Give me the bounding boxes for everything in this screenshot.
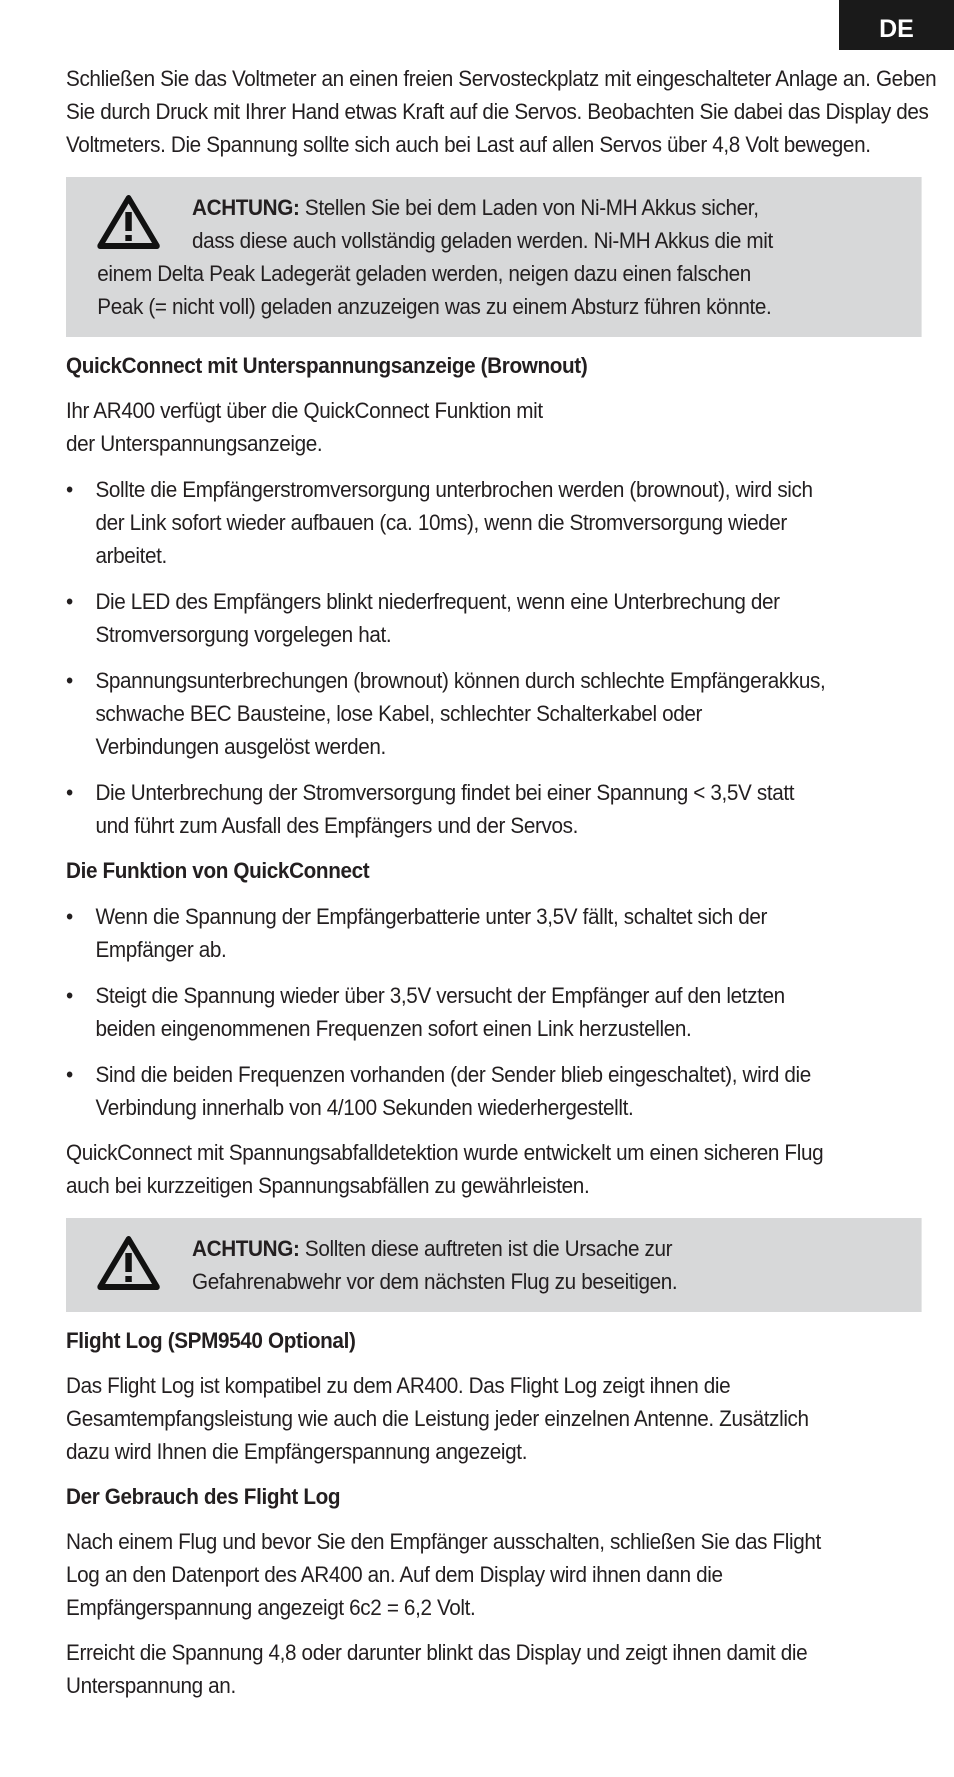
warning-label: ACHTUNG: (192, 195, 300, 220)
list-item: • Wenn die Spannung der Empfängerbatterie unter 3,5V fällt, schaltet sich der Empfänger ab. (66, 900, 830, 966)
warning-box-charging (66, 177, 922, 337)
list-item: • Die LED des Empfängers blinkt niederfrequent, wenn eine Unterbrechung der Stromversorgung vorgelegen hat. (66, 585, 830, 651)
flightlog-paragraph: Das Flight Log ist kompatibel zu dem AR400. Das Flight Log zeigt ihnen die Gesamtempfangsleistung wie auch die Leistung jeder einzelnen Antenne. Zusätzlich dazu wird Ihnen die Empfängerspannung angezeigt. (66, 1373, 809, 1464)
list-item: • Spannungsunterbrechungen (brownout) können durch schlechte Empfängerakkus, schwache BEC Bausteine, lose Kabel, schlechter Schalterkabel oder Verbindungen ausgelöst werden. (66, 664, 830, 763)
intro-paragraph: Schließen Sie das Voltmeter an einen freien Servosteckplatz mit eingeschalteter Anlage an. Geben Sie durch Druck mit Ihrer Hand etwas Kraft auf die Servos. Beobachten Sie dabei das Display des Voltmeters. Die Spannung sollte sich auch bei Last auf allen Servos über 4,8 Volt bewegen. (66, 66, 937, 157)
section-heading-function: Die Funktion von QuickConnect (66, 858, 370, 883)
quickconnect-intro: Ihr AR400 verfügt über die QuickConnect Funktion mit der Unterspannungsanzeige. (66, 398, 543, 456)
warning-line: Peak (= nicht voll) geladen anzuzeigen was zu einem Absturz führen könnte. (97, 294, 772, 319)
warning-line: ACHTUNG: Stellen Sie bei dem Laden von Ni-MH Akkus sicher, (192, 195, 759, 220)
warning-box-causes (66, 1218, 922, 1312)
warning-line: Gefahrenabwehr vor dem nächsten Flug zu beseitigen. (192, 1269, 678, 1294)
section-heading-quickconnect: QuickConnect mit Unterspannungsanzeige (Brownout) (66, 353, 588, 378)
function-bullet-list (66, 900, 830, 1124)
page-content (66, 62, 937, 1702)
warning-label: ACHTUNG: (192, 1236, 300, 1261)
language-tab: DE (839, 0, 954, 50)
list-item: • Sollte die Empfängerstromversorgung unterbrochen werden (brownout), wird sich der Link sofort wieder aufbauen (ca. 10ms), wenn die Stromversorgung wieder arbeitet. (66, 473, 830, 572)
section-heading-usage: Der Gebrauch des Flight Log (66, 1484, 341, 1509)
list-item: • Die Unterbrechung der Stromversorgung findet bei einer Spannung < 3,5V statt und führt zum Ausfall des Empfängers und der Servos. (66, 776, 830, 842)
warning-triangle-icon (97, 1236, 160, 1290)
usage-paragraph: Nach einem Flug und bevor Sie den Empfänger ausschalten, schließen Sie das Flight Log an den Datenport des AR400 an. Auf dem Display wird ihnen dann die Empfängerspannung angezeigt 6c2 = 6,2 Volt. (66, 1529, 821, 1620)
warning-triangle-icon (97, 195, 160, 249)
list-item: • Steigt die Spannung wieder über 3,5V versucht der Empfänger auf den letzten beiden eingenommenen Frequenzen sofort einen Link herzustellen. (66, 979, 830, 1045)
function-outro: QuickConnect mit Spannungsabfalldetektion wurde entwickelt um einen sicheren Flug auch bei kurzzeitigen Spannungsabfällen zu gewährleisten. (66, 1140, 824, 1198)
usage-paragraph: Erreicht die Spannung 4,8 oder darunter blinkt das Display und zeigt ihnen damit die Unterspannung an. (66, 1640, 808, 1698)
quickconnect-bullet-list (66, 473, 830, 842)
warning-line: ACHTUNG: Sollten diese auftreten ist die Ursache zur (192, 1236, 673, 1261)
list-item: • Sind die beiden Frequenzen vorhanden (der Sender blieb eingeschaltet), wird die Verbindung innerhalb von 4/100 Sekunden wiederhergestellt. (66, 1058, 830, 1124)
warning-line: einem Delta Peak Ladegerät geladen werden, neigen dazu einen falschen (97, 261, 751, 286)
section-heading-flightlog: Flight Log (SPM9540 Optional) (66, 1328, 356, 1353)
warning-line: dass diese auch vollständig geladen werden. Ni-MH Akkus die mit (192, 228, 773, 253)
